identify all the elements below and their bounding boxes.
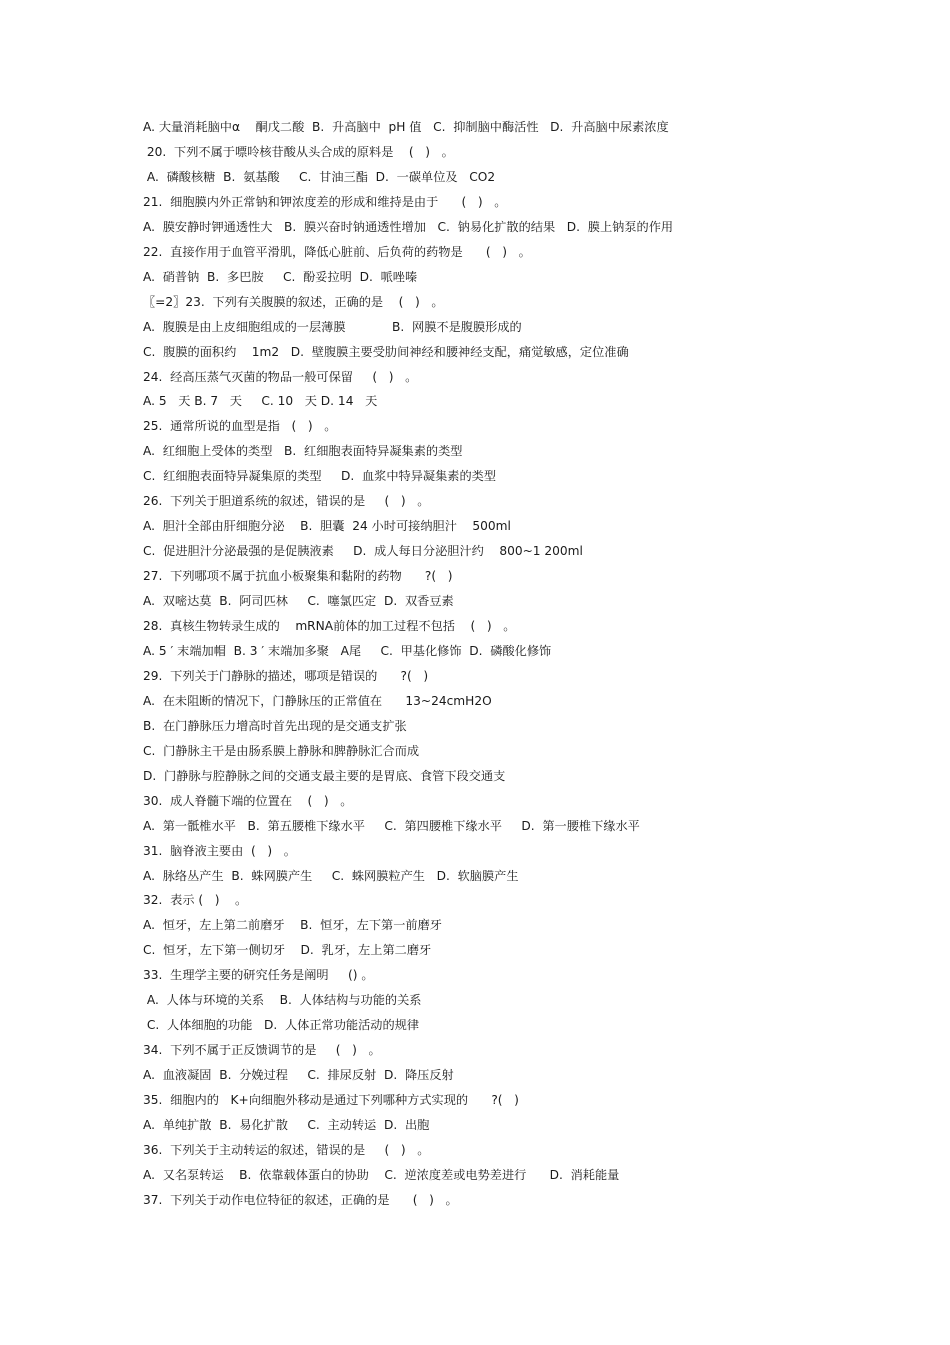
text-line-44: 37. 下列关于动作电位特征的叙述，正确的是 ( ) 。	[143, 1192, 458, 1207]
text-line-32: 32. 表示 ( ) 。	[143, 893, 248, 908]
text-line-30: 31. 脑脊液主要由 ( ) 。	[143, 843, 296, 858]
text-line-14: A. 红细胞上受体的类型 B. 红细胞表面特异凝集素的类型	[143, 444, 463, 459]
text-line-13: 25. 通常所说的血型是指 ( ) 。	[143, 419, 337, 434]
text-line-42: 36. 下列关于主动转运的叙述，错误的是 ( ) 。	[143, 1142, 430, 1157]
text-line-26: C. 门静脉主干是由肠系膜上静脉和脾静脉汇合而成	[143, 743, 420, 758]
text-line-8: 〖=2〗23. 下列有关腹膜的叙述，正确的是 ( ) 。	[143, 294, 444, 309]
text-line-41: A. 单纯扩散 B. 易化扩散 C. 主动转运 D. 出胞	[143, 1118, 430, 1132]
text-line-19: 27. 下列哪项不属于抗血小板聚集和黏附的药物 ?( )	[143, 569, 453, 584]
text-line-11: 24. 经高压蒸气灭菌的物品一般可保留 ( ) 。	[143, 369, 418, 384]
text-line-20: A. 双嘧达莫 B. 阿司匹林 C. 噻氯匹定 D. 双香豆素	[143, 594, 454, 609]
text-line-4: 21. 细胞膜内外正常钠和钾浓度差的形成和维持是由于 ( ) 。	[143, 194, 507, 209]
text-line-31: A. 脉络丛产生 B. 蛛网膜产生 C. 蛛网膜粒产生 D. 软脑膜产生	[143, 868, 519, 883]
text-line-29: A. 第一骶椎水平 B. 第五腰椎下缘水平 C. 第四腰椎下缘水平 D. 第一腰椎下缘水平	[143, 818, 640, 833]
text-line-21: 28. 真核生物转录生成的 mRNA前体的加工过程不包括 ( ) 。	[143, 619, 516, 633]
text-line-33: A. 恒牙，左上第二前磨牙 B. 恒牙，左下第一前磨牙	[143, 918, 442, 933]
text-line-39: A. 血液凝固 B. 分娩过程 C. 排尿反射 D. 降压反射	[143, 1068, 454, 1083]
text-line-3: A. 磷酸核糖 B. 氨基酸 C. 甘油三酯 D. 一碳单位及 CO2	[143, 169, 496, 184]
text-line-5: A. 膜安静时钾通透性大 B. 膜兴奋时钠通透性增加 C. 钠易化扩散的结果 D. 膜上钠泵的作用	[143, 219, 674, 234]
text-line-25: B. 在门静脉压力增高时首先出现的是交通支扩张	[143, 718, 407, 733]
text-line-27: D. 门静脉与腔静脉之间的交通支最主要的是胃底、食管下段交通支	[143, 768, 506, 783]
text-line-38: 34. 下列不属于正反馈调节的是 ( ) 。	[143, 1043, 381, 1058]
text-line-35: 33. 生理学主要的研究任务是阐明 () 。	[143, 968, 374, 983]
text-line-10: C. 腹膜的面积约 1m2 D. 壁腹膜主要受肋间神经和腰神经支配，痛觉敏感，定位准确	[143, 344, 629, 359]
text-line-2: 20. 下列不属于嘌呤核苷酸从头合成的原料是 ( ) 。	[143, 144, 454, 159]
text-line-17: A. 胆汁全部由肝细胞分泌 B. 胆囊 24 小时可接纳胆汁 500ml	[143, 519, 511, 534]
text-line-34: C. 恒牙，左下第一侧切牙 D. 乳牙，左上第二磨牙	[143, 943, 432, 958]
text-line-7: A. 硝普钠 B. 多巴胺 C. 酚妥拉明 D. 哌唑嗪	[143, 269, 418, 284]
text-line-43: A. 又名泵转运 B. 依靠载体蛋白的协助 C. 逆浓度差或电势差进行 D. 消耗能量	[143, 1167, 620, 1182]
text-line-37: C. 人体细胞的功能 D. 人体正常功能活动的规律	[143, 1018, 420, 1033]
text-line-40: 35. 细胞内的 K+向细胞外移动是通过下列哪种方式实现的 ?( )	[143, 1093, 519, 1108]
text-line-28: 30. 成人脊髓下端的位置在 ( ) 。	[143, 793, 353, 808]
text-line-1: A. 大量消耗脑中α 酮戊二酸 B. 升高脑中 pH 值 C. 抑制脑中酶活性 D. 升高脑中尿素浓度	[143, 120, 669, 134]
text-line-23: 29. 下列关于门静脉的描述，哪项是错误的 ?( )	[143, 668, 429, 683]
text-line-22: A. 5 ′ 末端加帽 B. 3 ′ 末端加多聚 A尾 C. 甲基化修饰 D. 磷酸化修饰	[143, 643, 552, 658]
text-line-24: A. 在未阻断的情况下，门静脉压的正常值在 13~24cmH2O	[143, 693, 492, 708]
text-line-15: C. 红细胞表面特异凝集原的类型 D. 血浆中特异凝集素的类型	[143, 469, 497, 484]
text-line-36: A. 人体与环境的关系 B. 人体结构与功能的关系	[143, 993, 422, 1008]
text-line-12: A. 5 天 B. 7 天 C. 10 天 D. 14 天	[143, 394, 378, 409]
text-line-18: C. 促进胆汁分泌最强的是促胰液素 D. 成人每日分泌胆汁约 800~1 200ml	[143, 544, 583, 559]
text-line-9: A. 腹膜是由上皮细胞组成的一层薄膜 B. 网膜不是腹膜形成的	[143, 319, 522, 334]
text-line-6: 22. 直接作用于血管平滑肌，降低心脏前、后负荷的药物是 ( ) 。	[143, 244, 531, 259]
text-line-16: 26. 下列关于胆道系统的叙述，错误的是 ( ) 。	[143, 494, 430, 509]
